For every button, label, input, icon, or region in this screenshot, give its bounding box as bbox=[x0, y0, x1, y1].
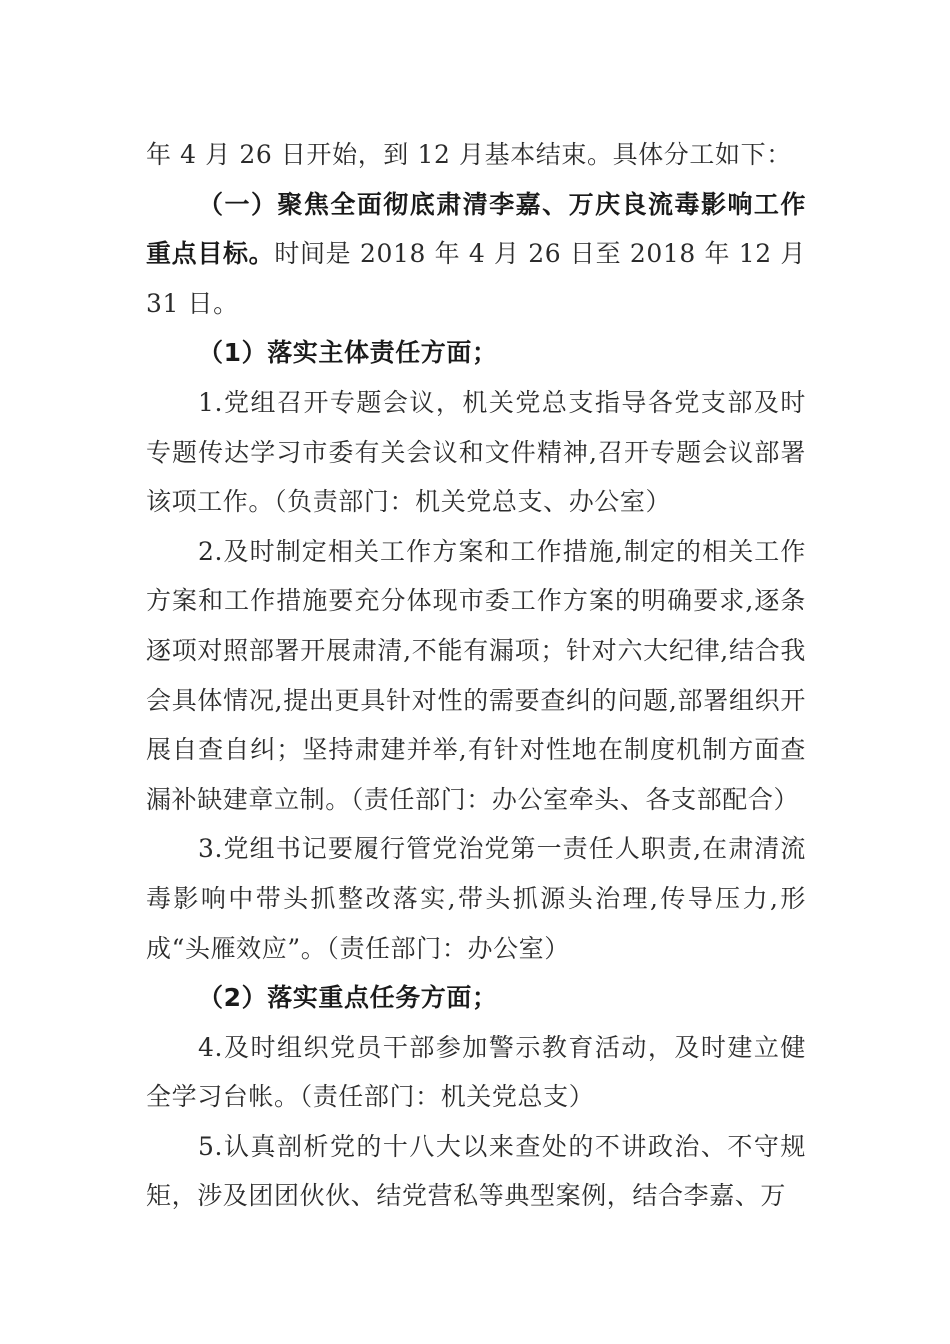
section-heading-date: 时间是 2018 年 4 月 26 日至 2018 年 12 月 31 日。 bbox=[146, 239, 806, 318]
list-item-2: 2.及时制定相关工作方案和工作措施,制定的相关工作方案和工作措施要充分体现市委工作方案的明确要求,逐条逐项对照部署开展肃清,不能有漏项；针对六大纪律,结合我会具体情况,提出更具针对性的需要查纠的问题,部署组织开展自查自纠；坚持肃建并举,有针对性地在制度机制方面查漏补缺建章立制。（责任部门：办公室牵头、各支部配合） bbox=[146, 536, 806, 814]
list-item-4: 4.及时组织党员干部参加警示教育活动，及时建立健全学习台帐。（责任部门：机关党总支） bbox=[146, 1032, 806, 1112]
list-item-1: 1.党组召开专题会议，机关党总支指导各党支部及时专题传达学习市委有关会议和文件精神,召开专题会议部署该项工作。（负责部门：机关党总支、办公室） bbox=[146, 387, 806, 517]
list-item-5: 5.认真剖析党的十八大以来查处的不讲政治、不守规矩，涉及团团伙伙、结党营私等典型案例，结合李嘉、万 bbox=[146, 1131, 806, 1211]
subheading-key-tasks: （2）落实重点任务方面； bbox=[198, 983, 498, 1013]
section-heading-1 bbox=[146, 180, 806, 329]
paragraph-intro: 年 4 月 26 日开始，到 12 月基本结束。具体分工如下： bbox=[146, 140, 792, 169]
subheading-responsibility: （1）落实主体责任方面； bbox=[198, 338, 498, 368]
section-heading-title: （一）聚焦全面彻底肃清李嘉、万庆良流毒影响工作重点目标。 bbox=[146, 189, 806, 269]
document-body bbox=[146, 130, 806, 1221]
list-item-3: 3.党组书记要履行管党治党第一责任人职责,在肃清流毒影响中带头抓整改落实,带头抓源头治理,传导压力,形成“头雁效应”。（责任部门：办公室） bbox=[146, 834, 806, 963]
